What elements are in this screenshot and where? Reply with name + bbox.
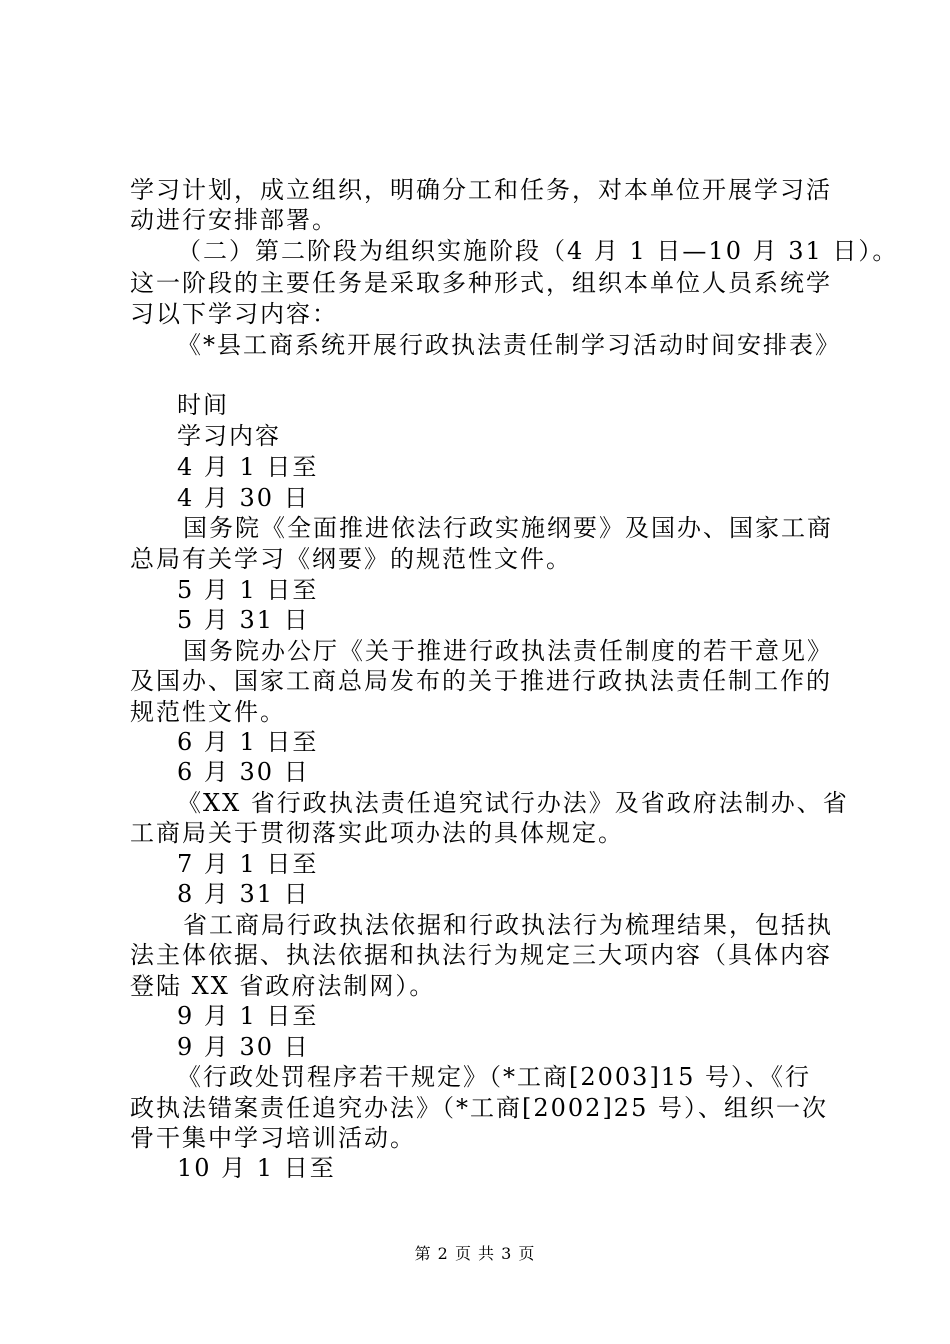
schedule-date: 9 月 30 日: [177, 1033, 310, 1061]
schedule-date: 8 月 31 日: [177, 880, 310, 908]
text-line: （二）第二阶段为组织实施阶段（4 月 1 日—10 月 31 日）。: [177, 237, 899, 265]
text-line: 动进行安排部署。: [130, 206, 338, 234]
schedule-content: 法主体依据、执法依据和执法行为规定三大项内容（具体内容: [130, 941, 832, 969]
table-header-time: 时间: [177, 391, 229, 419]
schedule-content: 《行政处罚程序若干规定》（*工商[2003]15 号）、《行: [177, 1063, 811, 1091]
schedule-date: 10 月 1 日至: [177, 1154, 336, 1182]
schedule-content: 规范性文件。: [130, 698, 286, 726]
schedule-content: 国务院《全面推进依法行政实施纲要》及国办、国家工商: [183, 514, 833, 542]
schedule-date: 5 月 31 日: [177, 606, 310, 634]
schedule-content: 政执法错案责任追究办法》（*工商[2002]25 号）、组织一次: [130, 1094, 828, 1122]
table-title: 《*县工商系统开展行政执法责任制学习活动时间安排表》: [177, 331, 841, 359]
schedule-content: 登陆 XX 省政府法制网）。: [130, 972, 436, 1000]
schedule-date: 9 月 1 日至: [177, 1002, 319, 1030]
schedule-content: 骨干集中学习培训活动。: [130, 1124, 416, 1152]
schedule-content: 工商局关于贯彻落实此项办法的具体规定。: [130, 819, 624, 847]
schedule-content: 及国办、国家工商总局发布的关于推进行政执法责任制工作的: [130, 667, 832, 695]
text-line: 习以下学习内容：: [130, 300, 338, 328]
schedule-content: 省工商局行政执法依据和行政执法行为梳理结果，包括执: [183, 911, 833, 939]
table-header-content: 学习内容: [177, 422, 281, 450]
schedule-date: 6 月 30 日: [177, 758, 310, 786]
schedule-date: 5 月 1 日至: [177, 576, 319, 604]
schedule-date: 4 月 1 日至: [177, 453, 319, 481]
schedule-date: 6 月 1 日至: [177, 728, 319, 756]
text-line: 学习计划，成立组织，明确分工和任务，对本单位开展学习活: [130, 176, 832, 204]
schedule-date: 4 月 30 日: [177, 484, 310, 512]
schedule-content: 总局有关学习《纲要》的规范性文件。: [130, 545, 572, 573]
schedule-content: 国务院办公厅《关于推进行政执法责任制度的若干意见》: [183, 637, 833, 665]
text-line: 这一阶段的主要任务是采取多种形式，组织本单位人员系统学: [130, 269, 832, 297]
schedule-content: 《XX 省行政执法责任追究试行办法》及省政府法制办、省: [177, 789, 849, 817]
schedule-date: 7 月 1 日至: [177, 850, 319, 878]
page-number-footer: 第 2 页 共 3 页: [414, 1244, 536, 1263]
